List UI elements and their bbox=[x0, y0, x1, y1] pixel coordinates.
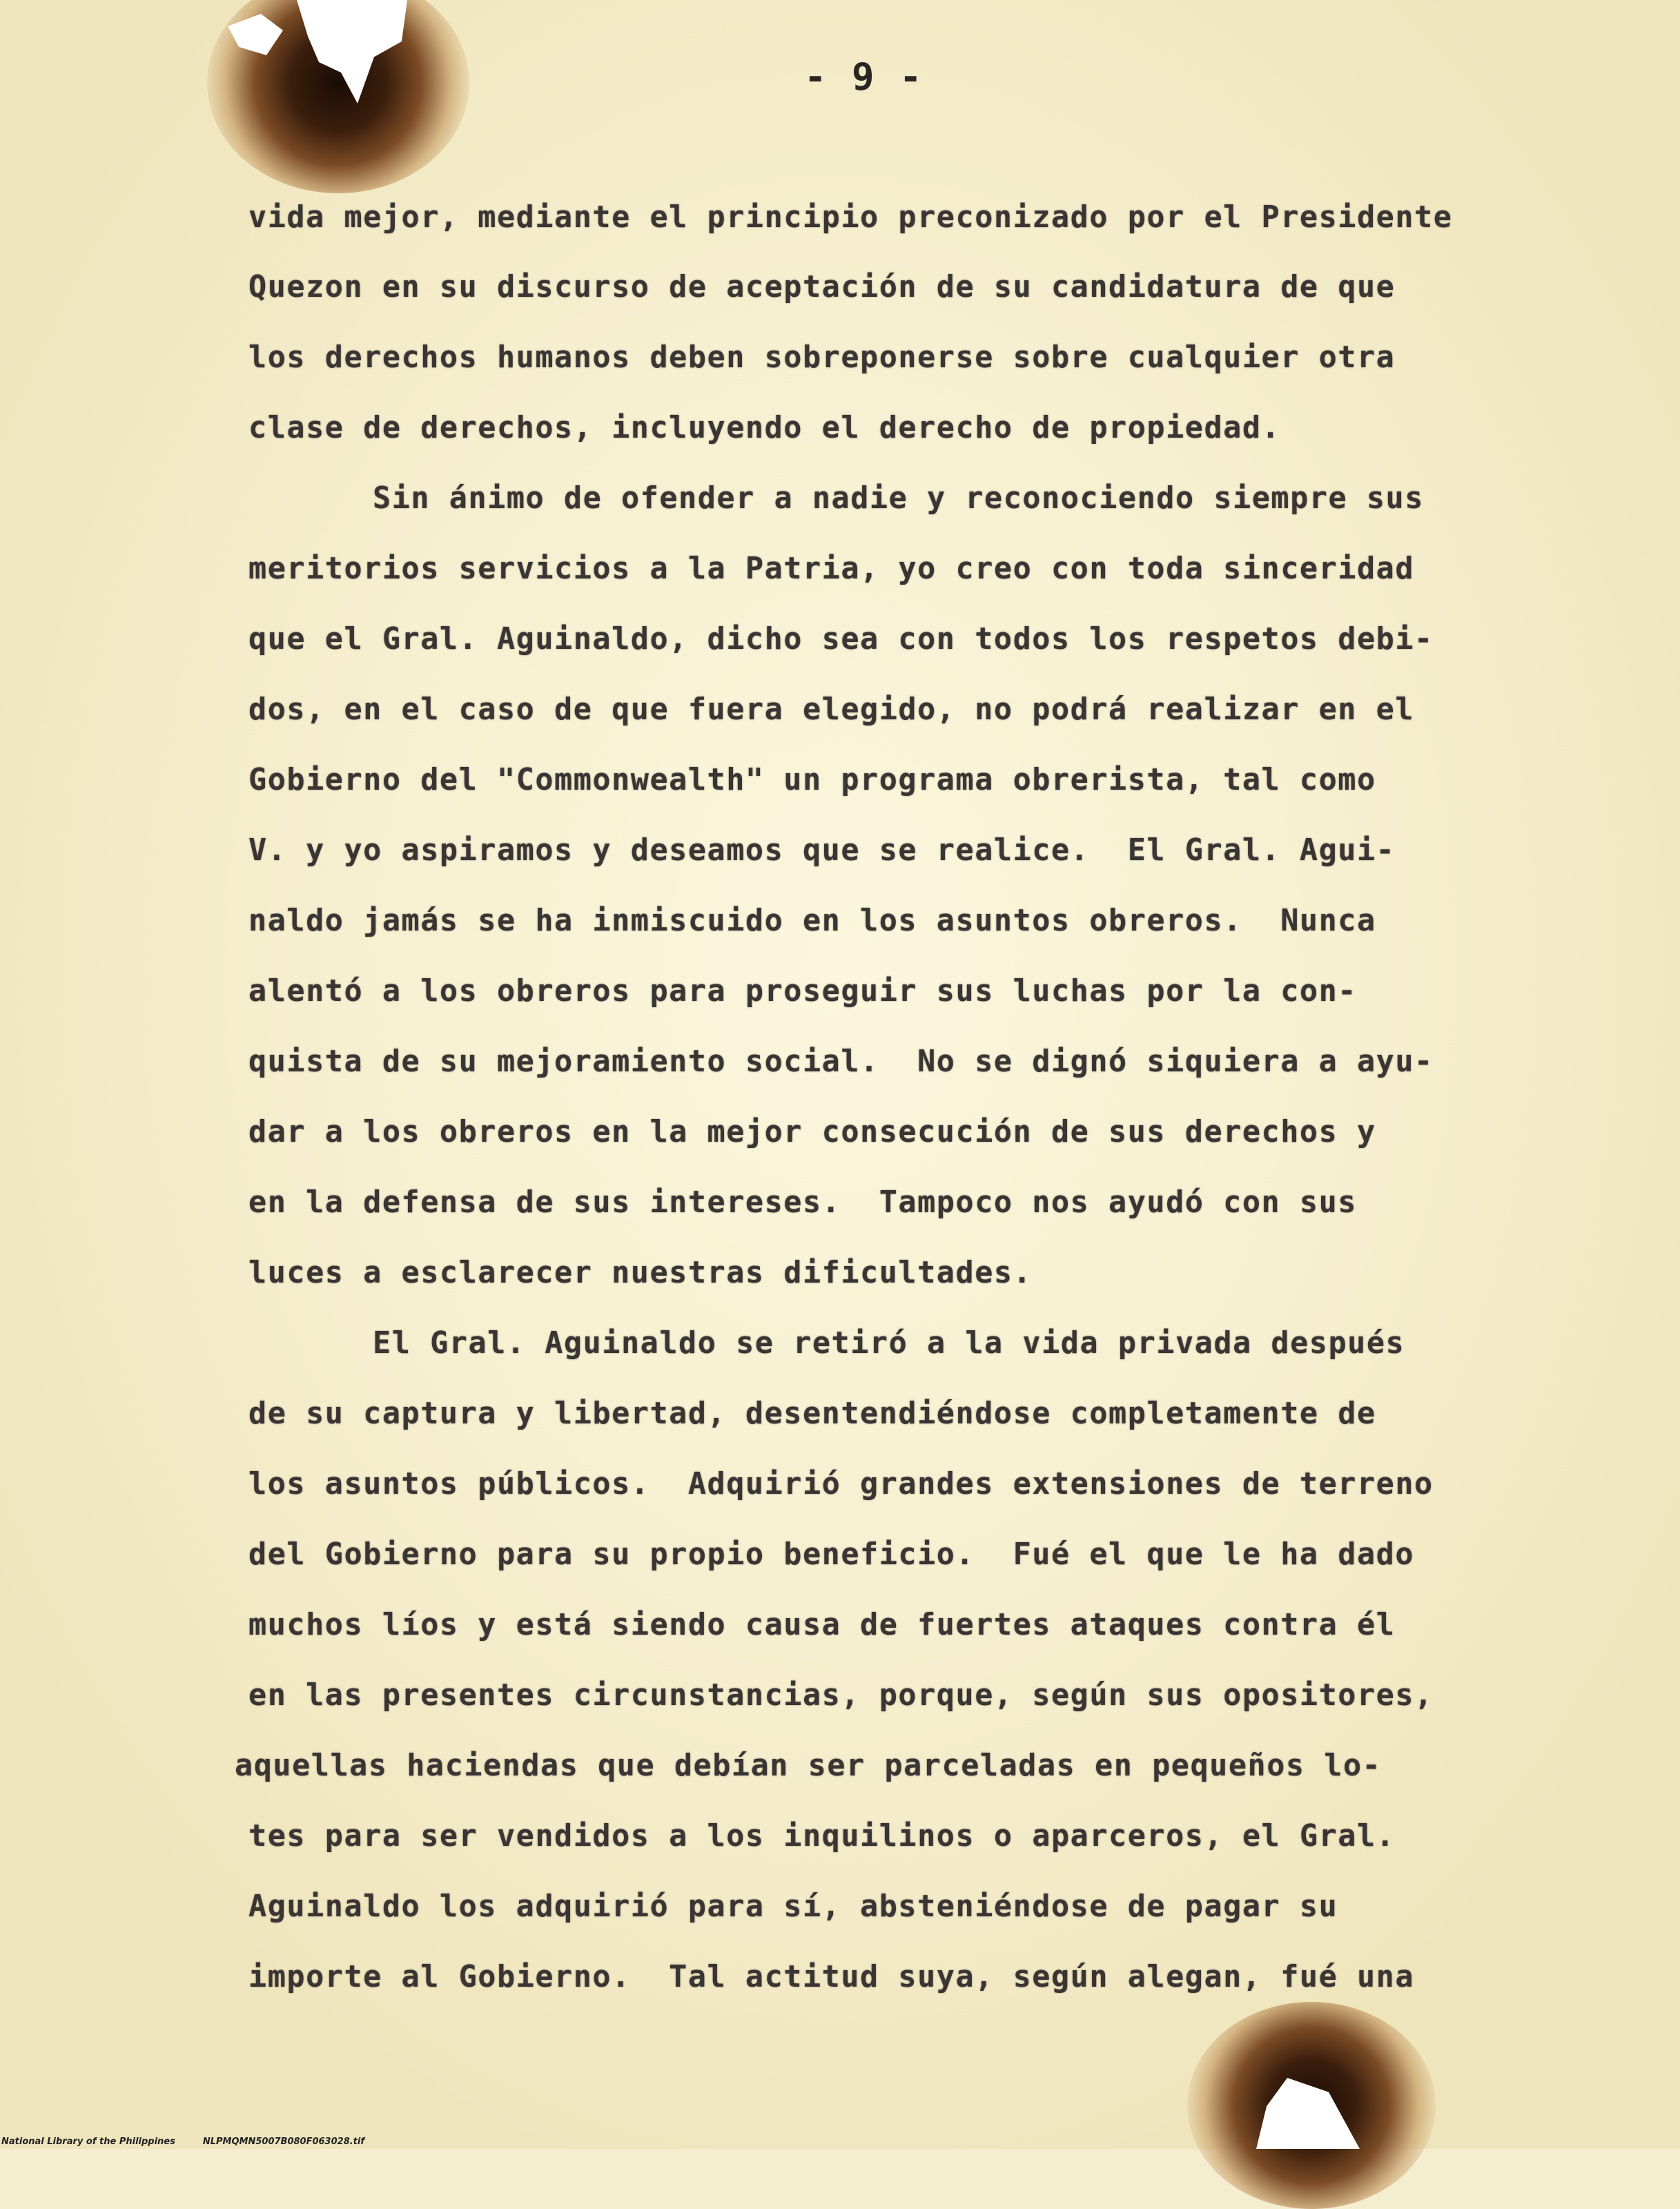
text-line: vida mejor, mediante el principio preconizado por el Presidente bbox=[248, 200, 1453, 235]
text-line: Sin ánimo de ofender a nadie y reconociendo siempre sus bbox=[373, 481, 1424, 516]
text-line: del Gobierno para su propio beneficio. Fué el que le ha dado bbox=[248, 1537, 1415, 1572]
text-line: quista de su mejoramiento social. No se dignó siquiera a ayu- bbox=[248, 1044, 1434, 1079]
text-line: dar a los obreros en la mejor consecución de sus derechos y bbox=[248, 1115, 1376, 1149]
text-line: naldo jamás se ha inmiscuido en los asuntos obreros. Nunca bbox=[248, 904, 1376, 938]
text-line: los asuntos públicos. Adquirió grandes extensiones de terreno bbox=[248, 1467, 1434, 1501]
text-line: clase de derechos, incluyendo el derecho de propiedad. bbox=[248, 411, 1281, 445]
text-line: que el Gral. Aguinaldo, dicho sea con todos los respetos debi- bbox=[248, 622, 1434, 656]
text-line: luces a esclarecer nuestras dificultades. bbox=[248, 1256, 1033, 1290]
footer-file-id: NLPMQMN5007B080F063028.tif bbox=[202, 2137, 364, 2147]
text-line: V. y yo aspiramos y deseamos que se realice. El Gral. Agui- bbox=[248, 833, 1396, 868]
text-line: El Gral. Aguinaldo se retiró a la vida privada después bbox=[373, 1326, 1405, 1361]
text-line: alentó a los obreros para proseguir sus luchas por la con- bbox=[248, 974, 1357, 1009]
scan-footer bbox=[1, 2137, 392, 2147]
text-line: dos, en el caso de que fuera elegido, no podrá realizar en el bbox=[248, 692, 1415, 727]
text-line: importe al Gobierno. Tal actitud suya, según alegan, fué una bbox=[248, 1960, 1415, 1994]
text-line: Aguinaldo los adquirió para sí, absteniéndose de pagar su bbox=[248, 1889, 1338, 1924]
text-line: los derechos humanos deben sobreponerse sobre cualquier otra bbox=[248, 340, 1396, 375]
text-line: de su captura y libertad, desentendiéndose completamente de bbox=[248, 1397, 1376, 1431]
text-line: meritorios servicios a la Patria, yo creo con toda sinceridad bbox=[248, 552, 1415, 586]
footer-library: National Library of the Philippines bbox=[1, 2137, 175, 2147]
text-line: Quezon en su discurso de aceptación de su candidatura de que bbox=[248, 270, 1396, 304]
text-line: muchos líos y está siendo causa de fuertes ataques contra él bbox=[248, 1608, 1396, 1642]
text-line: en las presentes circunstancias, porque, según sus opositores, bbox=[248, 1678, 1434, 1713]
text-line: aquellas haciendas que debían ser parceladas en pequeños lo- bbox=[235, 1749, 1382, 1783]
text-line: en la defensa de sus intereses. Tampoco nos ayudó con sus bbox=[248, 1185, 1357, 1220]
text-line: tes para ser vendidos a los inquilinos o aparceros, el Gral. bbox=[248, 1819, 1396, 1853]
page-number: - 9 - bbox=[804, 55, 924, 99]
text-line: Gobierno del "Commonwealth" un programa obrerista, tal como bbox=[248, 763, 1376, 797]
